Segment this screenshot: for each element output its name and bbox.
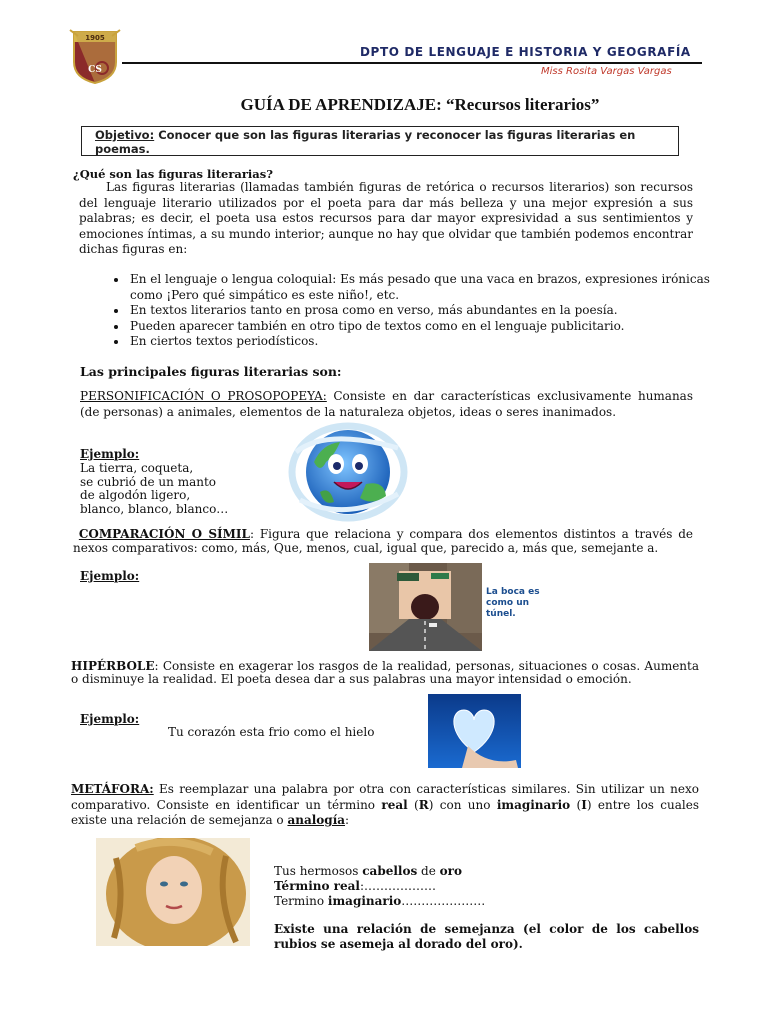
metafora-example-line1 — [274, 864, 462, 878]
term-real-label: Término real — [274, 879, 360, 893]
principal-figures-heading: Las principales figuras literarias son: — [80, 364, 342, 379]
metafora-text: ) entre los cuales existe una relación de semejanza o — [71, 797, 700, 827]
hiperbole-text: : Consiste en exagerar los rasgos de la realidad, personas, situaciones o cosas. Aumenta o disminuye la realidad. El poeta desea dar a sus palabras una mayor intensidad o emoción. — [71, 659, 699, 686]
metafora-conclusion: Existe una relación de semejanza (el color de los cabellos rubios se asemeja al dorado del oro). — [274, 922, 699, 951]
logo-letters: CS — [88, 65, 102, 75]
department-title: DPTO DE LENGUAJE E HISTORIA Y GEOGRAFÍA — [360, 45, 691, 59]
poem-line: blanco, blanco, blanco… — [80, 501, 229, 516]
metafora-section — [71, 782, 699, 829]
term-r: R — [418, 797, 429, 812]
header-divider — [122, 62, 702, 64]
comparacion-section — [73, 528, 693, 555]
term-analogia: analogía — [287, 813, 346, 827]
personificacion-section — [80, 389, 693, 420]
comparacion-text: : Figura que relaciona y compara dos elementos distintos a través de nexos comparativos: como, más, Que, menos, cual, igual que, parecido a, más que, semejante a. — [73, 527, 693, 555]
example-text: de — [417, 864, 440, 878]
teacher-name: Miss Rosita Vargas Vargas — [541, 66, 672, 77]
hiperbole-example-label: Ejemplo: — [80, 712, 140, 726]
personificacion-example-poem — [80, 462, 228, 516]
comparacion-example-label: Ejemplo: — [80, 569, 140, 583]
hiperbole-example-text: Tu corazón esta frio como el hielo — [168, 725, 375, 739]
logo-year: 1905 — [85, 34, 105, 42]
list-item: • En ciertos textos periodísticos. — [128, 334, 728, 350]
blonde-woman-photo — [96, 838, 250, 946]
list-item: • En textos literarios tanto en prosa como en verso, más abundantes en la poesía. — [128, 303, 728, 319]
example-text: Tus hermosos — [274, 864, 363, 878]
page-title: GUÍA DE APRENDIZAJE: “Recursos literarios” — [240, 95, 600, 114]
term-imaginario-label: imaginario — [327, 894, 402, 908]
poem-line: se cubrió de un manto — [80, 474, 216, 489]
metafora-text: ( — [570, 797, 582, 812]
poem-line: La tierra, coqueta, — [80, 461, 194, 475]
example-text: Termino — [274, 894, 328, 908]
term-real-blank: :……………… — [359, 879, 437, 893]
smiling-earth-image — [286, 422, 410, 522]
mouth-tunnel-caption: La boca es como un túnel. — [486, 587, 540, 619]
term-i: I — [581, 797, 587, 812]
school-crest-logo — [68, 26, 122, 84]
list-item: • Pueden aparecer también en otro tipo de textos como en el lenguaje publicitario. — [128, 319, 728, 335]
personificacion-example-label: Ejemplo: — [80, 447, 140, 461]
metafora-example-line3 — [274, 894, 485, 908]
ice-heart-image — [428, 694, 521, 768]
metafora-text: Es reemplazar una palabra por otra con características similares. Sin utilizar un nexo comparativo. Consiste en identificar un término — [71, 782, 699, 812]
personificacion-text: Consiste en dar características exclusivamente humanas (de personas) a animales, elementos de la naturaleza objetos, ideas o seres inanimados. — [80, 389, 693, 419]
mouth-tunnel-image — [369, 563, 482, 651]
intro-question: ¿Qué son las figuras literarias? — [73, 167, 273, 181]
example-oro: oro — [439, 864, 462, 878]
hiperbole-title: HIPÉRBOLE — [71, 659, 155, 673]
intro-paragraph: Las figuras literarias (llamadas también figuras de retórica o recursos literarios) son recursos del lenguaje literario utilizados por el poeta para dar más belleza y una mejor expresión a sus palabras; es decir, el poeta usa estos recursos para dar mayor expresividad a sus sentimientos y emociones íntimas, a su mundo interior; aunque no hay que olvidar que también podemos encontrar dichas figuras en: — [79, 180, 693, 256]
metafora-text: ) con uno — [428, 797, 497, 812]
intro-bullet-list — [80, 272, 728, 350]
objective-text — [95, 128, 670, 156]
example-cabellos: cabellos — [362, 864, 418, 878]
objective-label: Objetivo: — [95, 128, 155, 142]
metafora-text: ( — [407, 797, 419, 812]
term-real: real — [381, 797, 408, 812]
objective-body: Conocer que son las figuras literarias y reconocer las figuras literarias en poemas. — [95, 128, 636, 156]
list-item: • En el lenguaje o lengua coloquial: Es más pesado que una vaca en brazos, expresiones irónicas como ¡Pero qué simpático es este niño!, etc. — [128, 272, 728, 303]
metafora-example-line2 — [274, 879, 436, 893]
personificacion-title: PERSONIFICACIÓN O PROSOPOPEYA: — [80, 389, 327, 403]
metafora-text: : — [345, 813, 350, 827]
metafora-title: METÁFORA: — [71, 782, 154, 796]
comparacion-title: COMPARACIÓN O SÍMIL — [78, 527, 250, 541]
term-imaginario: imaginario — [496, 797, 571, 812]
poem-line: de algodón ligero, — [80, 488, 191, 502]
term-imaginario-blank: ………………… — [401, 894, 486, 908]
hiperbole-section — [71, 660, 699, 686]
